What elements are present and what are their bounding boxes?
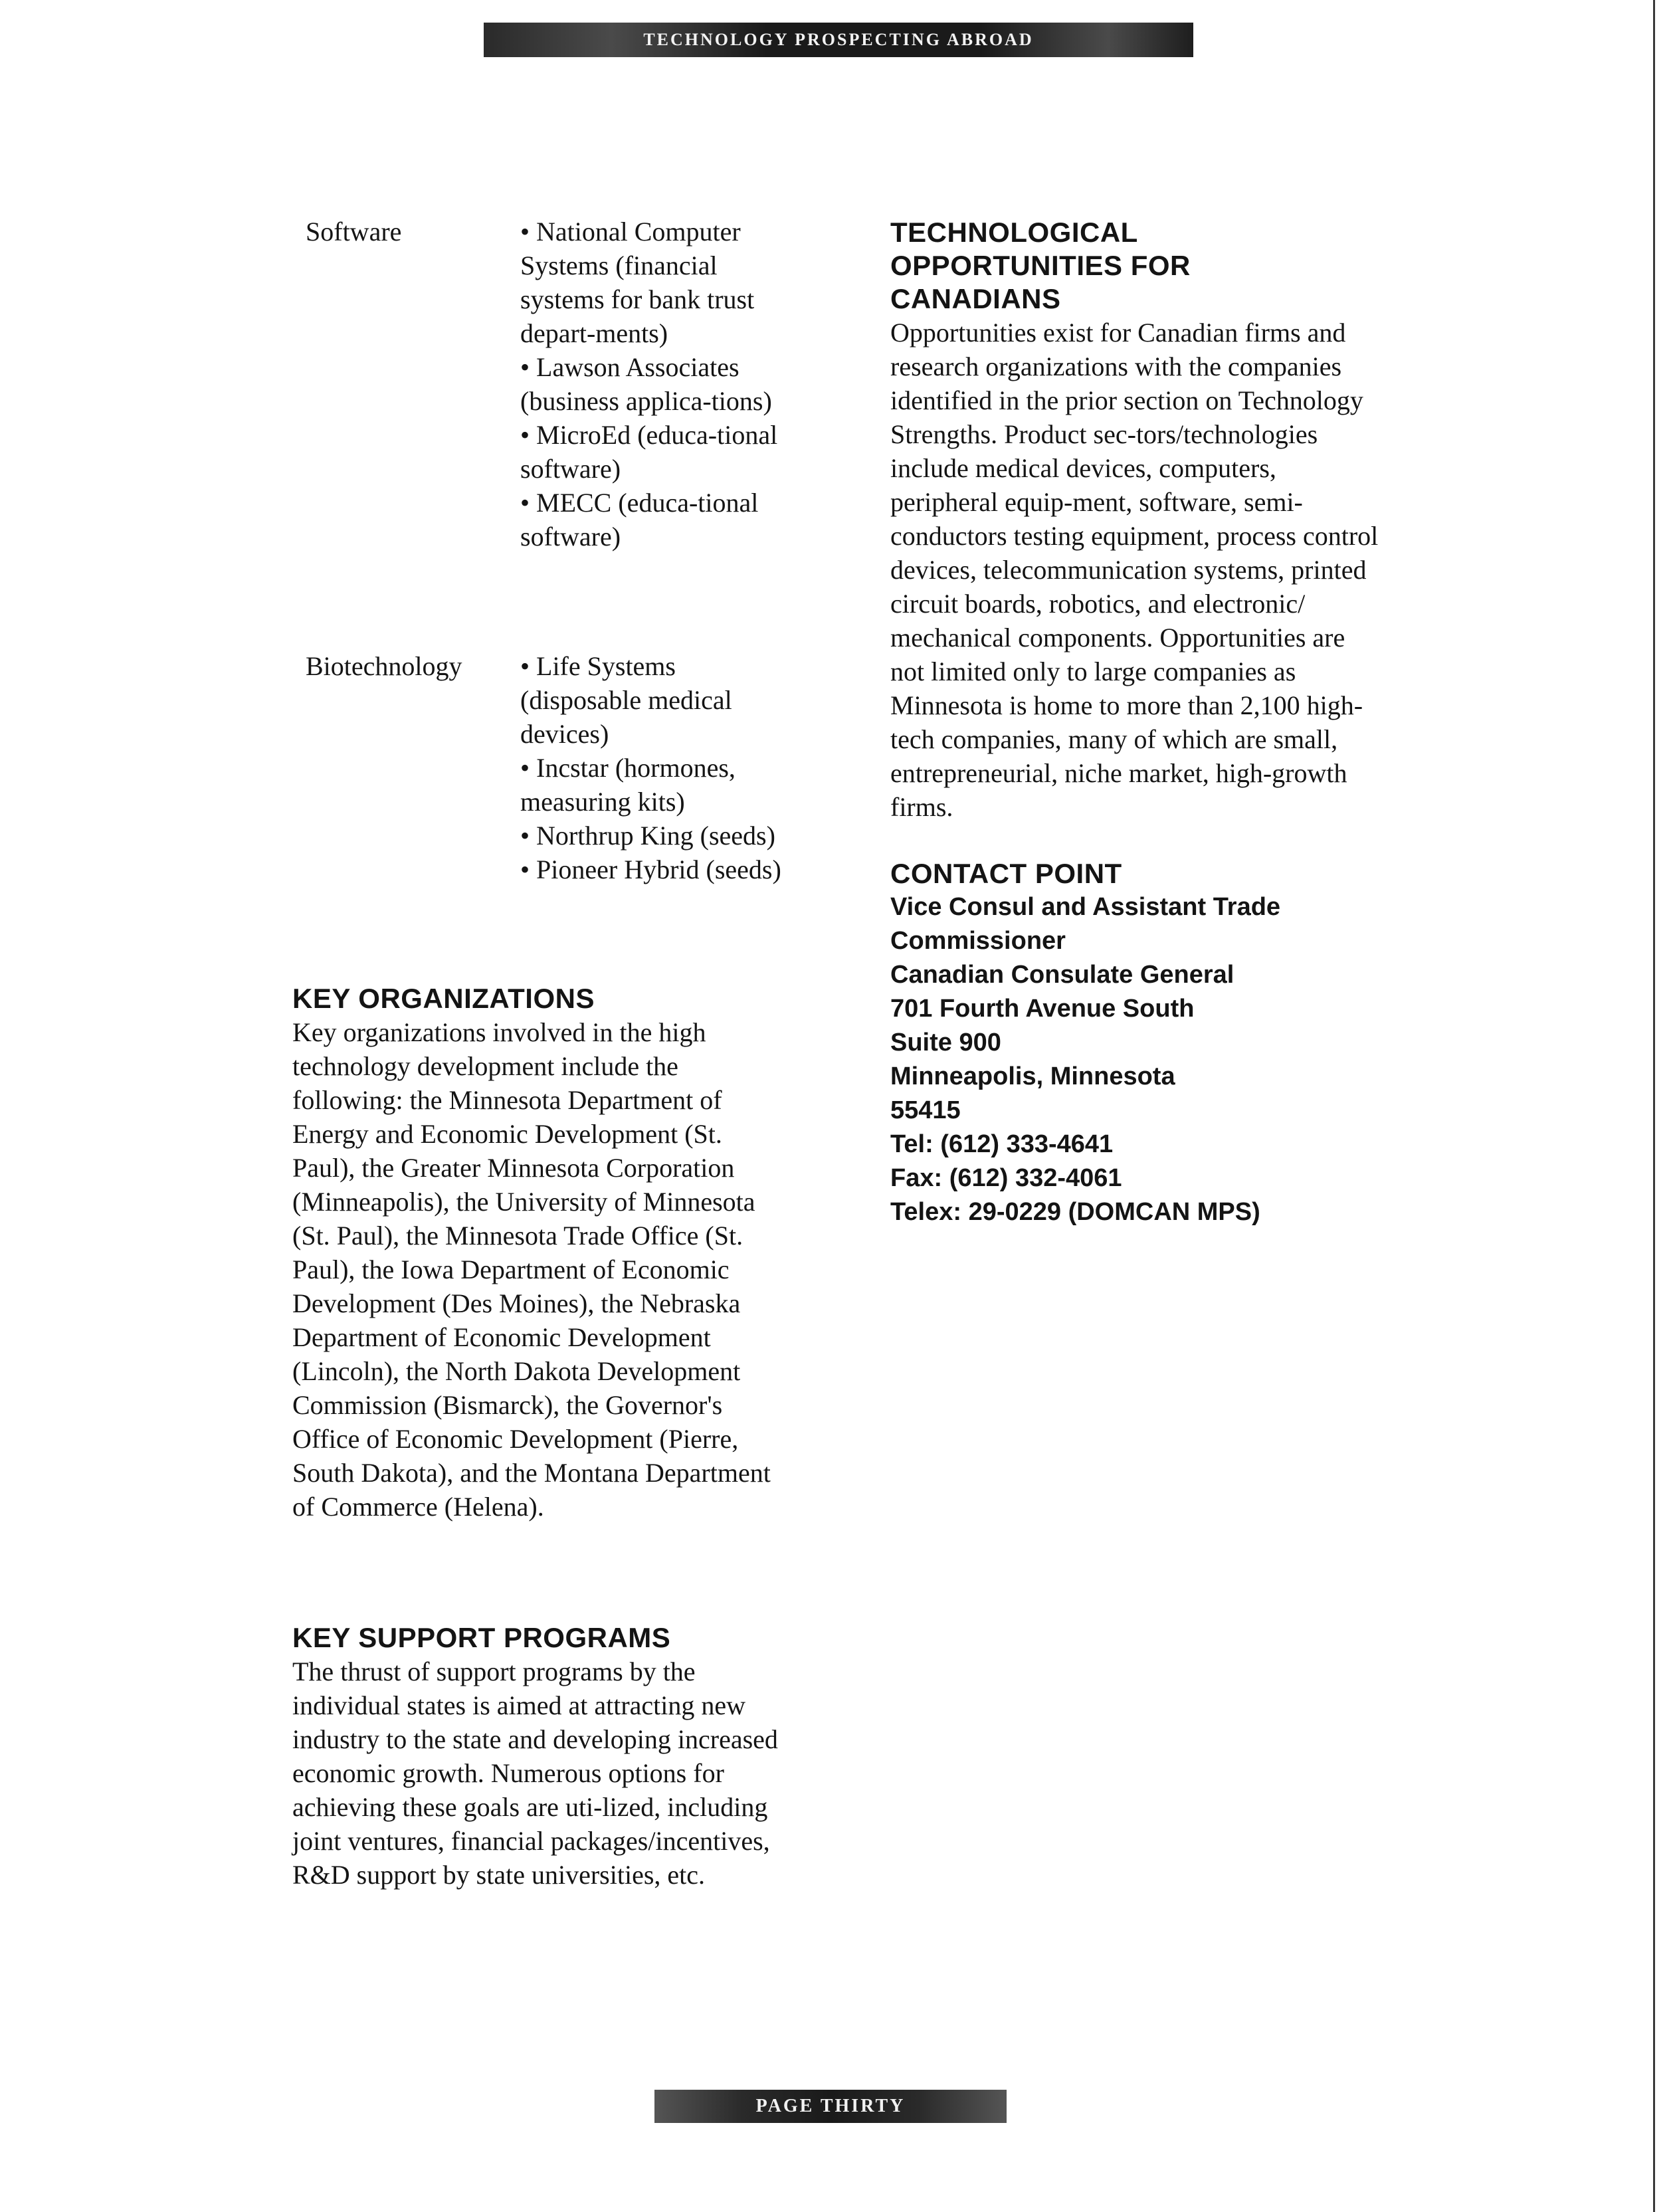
footer-band: [654, 2090, 1007, 2123]
list-item: • Life Systems (disposable medical devices): [520, 651, 732, 749]
contact-line: Minneapolis, Minnesota: [890, 1062, 1175, 1090]
page-edge-rule: [1653, 0, 1655, 2212]
list-item: • Pioneer Hybrid (seeds): [520, 855, 781, 884]
list-item: • Lawson Associates (business applica-tions): [520, 352, 772, 416]
biotechnology-list: [520, 649, 799, 886]
contact-line: 55415: [890, 1096, 961, 1124]
software-list: [520, 215, 799, 553]
list-item: • MicroEd (educa-tional software): [520, 420, 778, 484]
contact-fax: Fax: (612) 332-4061: [890, 1164, 1122, 1192]
contact-address: [890, 890, 1382, 1229]
section-heading: KEY ORGANIZATIONS: [292, 983, 595, 1014]
list-item: • Incstar (hormones, measuring kits): [520, 753, 736, 817]
list-item: • MECC (educa-tional software): [520, 488, 759, 552]
running-header: TECHNOLOGY PROSPECTING ABROAD: [643, 30, 1034, 49]
contact-line: Canadian Consulate General: [890, 961, 1234, 989]
contact-telex: Telex: 29-0229 (DOMCAN MPS): [890, 1198, 1260, 1226]
list-item: • Northrup King (seeds): [520, 821, 775, 851]
contact-line: Suite 900: [890, 1029, 1001, 1056]
biotechnology-label: Biotechnology: [306, 651, 462, 681]
software-label: Software: [306, 217, 402, 247]
section-body: The thrust of support programs by the individual states is aimed at attracting new industry to the state and developing increased economic growth. Numerous options for achieving these goals are uti-lized, including joint ventures, financial packages/incentives, R&D support by state universities, etc.: [292, 1657, 778, 1890]
section-heading: TECHNOLOGICAL OPPORTUNITIES FOR CANADIANS: [890, 217, 1191, 314]
key-organizations-section: [292, 982, 784, 1524]
key-support-programs-section: [292, 1621, 784, 1892]
right-column: [890, 216, 1382, 1229]
list-item: • National Computer Systems (financial systems for bank trust depart-ments): [520, 217, 755, 348]
section-heading: KEY SUPPORT PROGRAMS: [292, 1622, 671, 1653]
contact-phone: Tel: (612) 333-4641: [890, 1130, 1114, 1158]
header-band: [484, 23, 1193, 57]
contact-line: Vice Consul and Assistant Trade Commissioner: [890, 893, 1281, 955]
contact-line: 701 Fourth Avenue South: [890, 995, 1195, 1023]
section-body: Opportunities exist for Canadian firms and research organizations with the companies identified in the prior section on Technology Strengths. Product sec-tors/technologies include medical devices, computers, peripheral equip-ment, software, semi-conductors testing equipment, process control devices, telecommunication systems, printed circuit boards, robotics, and electronic/ mechanical components. Opportunities are not limited only to large companies as Minnesota is home to more than 2,100 high-tech companies, many of which are small, entrepreneurial, niche market, high-growth firms.: [890, 318, 1379, 822]
page-number: PAGE THIRTY: [755, 2096, 906, 2116]
contact-point-heading: CONTACT POINT: [890, 858, 1122, 889]
section-body: Key organizations involved in the high technology development include the following: the Minnesota Department of Energy and Economic Development (St. Paul), the Greater Minnesota Corporation (Minneapolis), the University of Minnesota (St. Paul), the Minnesota Trade Office (St. Paul), the Iowa Department of Economic Development (Des Moines), the Nebraska Department of Economic Development (Lincoln), the North Dakota Development Commission (Bismarck), the Governor's Office of Economic Development (Pierre, South Dakota), and the Montana Department of Commerce (Helena).: [292, 1017, 771, 1522]
